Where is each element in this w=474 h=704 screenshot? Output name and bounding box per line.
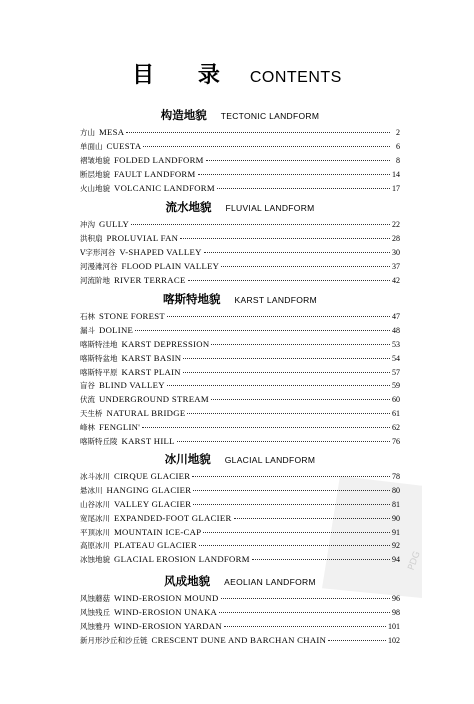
entry-title-zh: 河流阶地 [80,275,110,285]
entry-title-en: DOLINE [99,324,134,335]
entry-title-zh: 高原冰川 [80,541,110,551]
dot-leader [167,384,390,386]
entry-page-number: 14 [392,169,400,179]
toc-entry[interactable] [80,435,400,449]
entry-page-number: 6 [396,141,400,151]
entry-page-number: 101 [388,621,400,631]
watermark-text: PDG [406,550,423,572]
section-heading-zh: 冰川地貌 [164,452,211,466]
entry-title-en: FAULT LANDFORM [114,168,196,179]
dot-leader [193,489,390,491]
entry-title-zh: 平顶冰川 [80,527,110,537]
entry-title-en: PLATEAU GLACIER [114,540,197,551]
section-heading [80,449,400,467]
entry-title-en: CUESTA [106,140,142,151]
entry-title-zh: 河漫滩河谷 [80,261,118,271]
entry-title-zh: 伏流 [80,395,95,405]
toc-entry[interactable] [80,620,400,634]
dot-leader [211,398,390,400]
toc-entry[interactable] [80,393,400,407]
entry-title-en: KARST PLAIN [121,366,181,377]
section-heading-en: FLUVIAL LANDFORM [225,203,315,213]
entry-title-en: WIND-EROSION YARDAN [114,620,222,631]
entry-title-zh: 单面山 [80,141,103,151]
entry-page-number: 94 [392,555,400,565]
entry-title-en: V-SHAPED VALLEY [119,246,202,257]
section-heading [80,571,400,589]
toc-section [80,197,400,287]
toc-entry[interactable] [80,539,400,553]
toc-section [80,449,400,567]
entry-title-zh: 天生桥 [80,409,103,419]
dot-leader [219,611,390,613]
toc-entry[interactable] [80,498,400,512]
section-heading [80,197,400,215]
dot-leader [198,173,390,175]
entry-title-en: CIRQUE GLACIER [114,471,191,481]
entry-title-en: GULLY [99,219,130,229]
entry-title-en: EXPANDED-FOOT GLACIER [114,512,232,523]
dot-leader [187,412,390,414]
entry-title-zh: 风蚀残丘 [80,607,110,617]
dot-leader [177,440,390,442]
toc-entry[interactable] [80,379,400,393]
toc-section [80,289,400,449]
toc-entry[interactable] [80,246,400,260]
entry-title-zh: V字形河谷 [80,247,116,257]
dot-leader [204,251,390,253]
entry-page-number: 78 [392,472,400,481]
section-heading-en: AEOLIAN LANDFORM [224,577,316,587]
entry-page-number: 22 [392,220,400,229]
entry-title-en: NATURAL BRIDGE [106,408,186,419]
toc-entry[interactable] [80,218,400,232]
toc-entry[interactable] [80,338,400,352]
dot-leader [234,517,390,519]
entry-title-zh: 方山 [80,128,95,137]
toc-entry[interactable] [80,260,400,274]
entry-title-en: KARST HILL [121,436,175,447]
entry-title-zh: 冰斗冰川 [80,472,110,481]
title-zh: 目 录 [132,62,238,88]
entry-page-number: 47 [392,312,400,321]
toc-entry[interactable] [80,634,400,648]
entry-page-number: 42 [392,275,400,285]
entry-title-zh: 悬冰川 [80,485,103,495]
entry-title-en: KARST BASIN [121,352,182,363]
section-heading-zh: 喀斯特地貌 [163,292,221,306]
dot-leader [188,279,390,281]
entry-title-en: MOUNTAIN ICE-CAP [114,526,202,537]
entry-page-number: 54 [392,353,400,363]
entry-title-en: WIND-EROSION UNAKA [114,606,218,617]
entry-title-zh: 喀斯特丘陵 [80,437,118,447]
dot-leader [183,357,390,359]
entry-title-en: VOLCANIC LANDFORM [114,182,215,193]
entry-page-number: 60 [392,395,400,405]
toc-section [80,105,400,195]
dot-leader [192,475,390,477]
section-heading-zh: 风成地貌 [164,574,211,588]
entry-title-zh: 漏斗 [80,325,95,335]
toc-entry[interactable] [80,324,400,338]
entry-page-number: 37 [392,261,400,271]
entry-page-number: 8 [396,155,400,165]
entry-title-en: STONE FOREST [99,311,165,321]
toc-entry[interactable] [80,154,400,168]
dot-leader [211,343,390,345]
toc-entry[interactable] [80,606,400,620]
entry-title-zh: 山谷冰川 [80,499,110,509]
toc-entry[interactable] [80,553,400,567]
toc-entry[interactable] [80,592,400,606]
title-en: CONTENTS [249,69,342,86]
toc-entry[interactable] [80,232,400,246]
section-heading-zh: 构造地貌 [160,108,207,122]
entry-page-number: 76 [392,437,400,447]
entry-title-zh: 褶皱地貌 [80,155,110,165]
entry-page-number: 92 [392,541,400,551]
toc-entry[interactable] [80,470,400,484]
toc-section [80,571,400,648]
entry-title-en: CRESCENT DUNE AND BARCHAN CHAIN [151,634,327,645]
entry-title-en: HANGING GLACIER [106,484,192,495]
entry-page-number: 61 [392,409,400,419]
toc-entry[interactable] [80,310,400,324]
dot-leader [142,426,390,428]
entry-title-zh: 洪积扇 [80,233,103,243]
dot-leader [131,223,390,225]
entry-title-zh: 断层地貌 [80,169,110,179]
entry-title-zh: 喀斯特盆地 [80,353,118,363]
entry-page-number: 96 [392,594,400,603]
entry-title-zh: 石林 [80,312,95,321]
toc-entry[interactable] [80,182,400,196]
entry-title-en: MESA [99,127,125,137]
entry-page-number: 30 [392,247,400,257]
dot-leader [135,329,390,331]
entry-page-number: 17 [392,183,400,193]
dot-leader [180,237,390,239]
entry-page-number: 90 [392,513,400,523]
dot-leader [143,145,390,147]
toc-entry[interactable] [80,366,400,380]
entry-title-en: PROLUVIAL FAN [106,232,179,243]
section-heading [80,289,400,307]
dot-leader [224,625,386,627]
entry-title-en: GLACIAL EROSION LANDFORM [114,554,250,565]
toc-entry[interactable] [80,512,400,526]
entry-page-number: 48 [392,325,400,335]
toc-entry[interactable] [80,484,400,498]
dot-leader [193,503,390,505]
entry-title-zh: 火山地貌 [80,183,110,193]
dot-leader [126,131,390,133]
section-heading-en: KARST LANDFORM [234,295,317,305]
entry-title-en: FOLDED LANDFORM [114,154,204,165]
entry-page-number: 98 [392,607,400,617]
dot-leader [252,558,390,560]
entry-title-zh: 峰林 [80,423,95,433]
toc-entry[interactable] [80,526,400,540]
section-heading-en: TECTONIC LANDFORM [220,111,320,121]
dot-leader [183,371,390,373]
toc-entry[interactable] [80,352,400,366]
toc-entry[interactable] [80,407,400,421]
entry-title-zh: 喀斯特洼地 [80,339,118,349]
entry-title-zh: 新月形沙丘和沙丘链 [80,635,148,645]
entry-title-zh: 冲沟 [80,220,95,229]
section-heading-zh: 流水地貌 [165,200,212,214]
section-heading [80,105,400,123]
entry-page-number: 80 [392,485,400,495]
entry-title-en: WIND-EROSION MOUND [114,593,219,603]
dot-leader [221,265,390,267]
entry-title-en: FENGLIN' [99,422,141,433]
entry-page-number: 91 [392,527,400,537]
entry-title-en: FLOOD PLAIN VALLEY [121,260,220,271]
entry-title-en: RIVER TERRACE [114,274,186,285]
entry-page-number: 59 [392,381,400,391]
toc-entry[interactable] [80,421,400,435]
dot-leader [199,544,390,546]
entry-title-zh: 风蚀雅丹 [80,621,110,631]
dot-leader [328,639,386,641]
entry-title-zh: 风蚀蘑菇 [80,594,110,603]
toc-entry[interactable] [80,126,400,140]
entry-title-zh: 盲谷 [80,381,95,391]
entry-title-en: BLIND VALLEY [99,380,165,391]
entry-page-number: 62 [392,423,400,433]
entry-title-en: UNDERGROUND STREAM [99,394,209,405]
entry-page-number: 102 [388,635,400,645]
entry-title-en: VALLEY GLACIER [114,498,192,509]
toc-entry[interactable] [80,140,400,154]
entry-page-number: 28 [392,233,400,243]
dot-leader [206,159,390,161]
entry-title-zh: 冰蚀地貌 [80,555,110,565]
dot-leader [221,597,390,599]
toc-entry[interactable] [80,274,400,288]
entry-page-number: 2 [396,128,400,137]
dot-leader [167,315,390,317]
toc-entry[interactable] [80,168,400,182]
entry-page-number: 81 [392,499,400,509]
dot-leader [203,531,390,533]
dot-leader [217,187,390,189]
page-title [0,58,474,89]
entry-title-zh: 喀斯特平原 [80,367,118,377]
entry-title-en: KARST DEPRESSION [121,338,210,349]
section-heading-en: GLACIAL LANDFORM [224,455,316,465]
entry-page-number: 53 [392,339,400,349]
entry-title-zh: 宽尾冰川 [80,513,110,523]
entry-page-number: 57 [392,367,400,377]
